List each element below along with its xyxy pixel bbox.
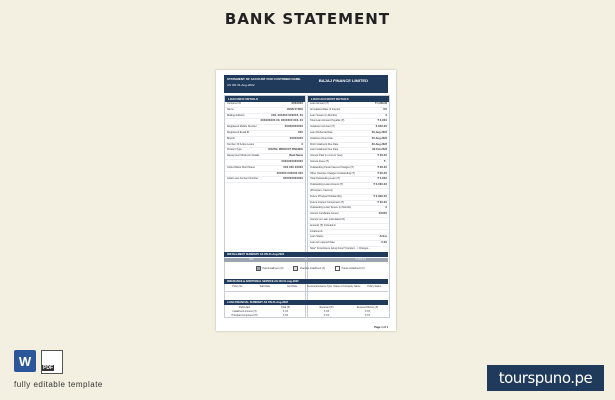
legend-label: Future Installment (X)	[341, 267, 365, 270]
row-value: ₹ XX.XX	[377, 171, 387, 175]
statement-header-date: AS ON 31-Aug-2022	[227, 83, 255, 87]
column-header: Received Before (₹)	[356, 306, 379, 309]
installment-summary-heading: INSTALLMENT SUMMARY AS ON 31-Aug-2022	[224, 252, 388, 257]
row-label: Other Overdue Charges Outstanding (₹)	[310, 171, 355, 175]
column-header: Policy No.	[232, 285, 244, 288]
pdf-label: PDF	[43, 365, 53, 371]
row-value: XX-Aug-2022	[371, 136, 387, 140]
row-value: XXXXXXX	[291, 102, 303, 105]
row-value: XX-Feb-2023	[371, 148, 387, 152]
row-label: Total Outstanding Loan (₹)	[310, 177, 340, 181]
row-value: ₹ X,XXX.XX	[373, 183, 387, 187]
row-value: XXXXXXXXXXXXX	[281, 159, 303, 163]
statement-header-band	[224, 75, 388, 93]
row-label: Number Of Active Loans	[227, 142, 255, 146]
row-label: First Instalment Due Date	[310, 142, 339, 146]
row-label: Annualised Rate of Interest	[310, 107, 341, 111]
row-value: XX-Aug-2022	[371, 142, 387, 146]
legend-item-paid	[256, 266, 283, 271]
row-value: X%	[383, 107, 387, 111]
row-label: Loan Disbursal Date	[310, 130, 333, 134]
installment-legend	[256, 266, 365, 271]
row-value: XXX	[297, 130, 303, 134]
row-value: X.XX	[381, 241, 387, 245]
row-label: Loan Amount (₹)	[310, 102, 329, 105]
row-value: ₹ 1,000.00	[374, 102, 387, 105]
row-label: instalments	[310, 229, 323, 233]
row-value: ₹ X,XXX.XX	[373, 194, 387, 198]
row-label: Loan Status	[310, 235, 324, 239]
row-label: Outstanding Penal Interest Charges (₹)	[310, 165, 354, 169]
table-cell: X.XX	[282, 314, 289, 317]
row-value: X,XXX.XX	[375, 125, 387, 129]
row-label: Instalment Amount (₹)	[310, 125, 335, 129]
legend-label: Overdue Installment (X)	[299, 267, 326, 270]
row-value: DIGITAL PRODUCT FINANCE	[268, 148, 303, 152]
row-label: Registered Email ID	[227, 130, 250, 134]
row-value: XXXXXX XXXXXX XXX	[276, 171, 303, 175]
legend-swatch	[256, 266, 261, 271]
table-cell: X.XX	[364, 310, 371, 313]
row-value: XXXXXXXXXXXX	[282, 177, 303, 181]
row-value: ₹ X,XXX	[377, 177, 387, 181]
installment-amount: ₹ XXX.XX	[355, 258, 367, 261]
table-cell: X.XX	[282, 310, 289, 313]
row-label: (Principal + Interest)	[310, 188, 333, 192]
row-label: Initial Loan Account Number	[227, 177, 259, 181]
row-value: X	[385, 206, 387, 210]
row-value: ₹ XX.XX	[377, 154, 387, 158]
statement-header-title: STATEMENT OF ACCOUNT FOR CUSTOMER NAME	[227, 77, 301, 81]
table-row	[224, 314, 388, 318]
legend-label: Paid Installment (X)	[262, 267, 284, 270]
row-label: Last Instalment Due Date	[310, 148, 339, 152]
loan-account-note: Note* Foreclosure being done? Conduct... / Charges...	[310, 246, 371, 250]
installment-count-total: XXX	[248, 258, 254, 261]
row-label: Loan A/c opened Date	[310, 241, 335, 245]
row-value: Bank Name	[289, 154, 303, 158]
page-title: BANK STATEMENT	[224, 10, 391, 28]
brand-badge[interactable]: tourspuno.pe	[487, 365, 604, 391]
legend-swatch	[335, 266, 340, 271]
legend-swatch	[293, 266, 298, 271]
insurance-columns	[224, 285, 388, 289]
row-label: Interest Dues (₹)	[310, 159, 329, 163]
pdf-file-icon	[41, 350, 63, 374]
row-label: Customer ID	[227, 102, 242, 105]
row-value: X	[301, 142, 303, 146]
row-value: JOHN XYZDH	[286, 107, 303, 111]
column-header: Received (₹)	[319, 306, 334, 309]
row-label: Interest Certificate Issued	[310, 212, 339, 216]
loan-info-rows	[225, 102, 305, 183]
column-header: Particulars	[238, 306, 251, 309]
row-value: XXXXXXXX	[289, 136, 303, 140]
loan-info-heading: LOAN INFO DETAILS	[225, 96, 305, 102]
row-label: Interest Paid (in current Year)	[310, 154, 343, 158]
column-header: Policy Status	[367, 285, 382, 288]
row-value: X	[385, 113, 387, 117]
column-header: Service/Insurance Type	[307, 285, 333, 288]
row-value: XXX, XXXXXX XXXXXX, XX	[271, 113, 303, 117]
row-label: Outstanding Loan Amount (₹)	[310, 183, 343, 187]
table-cell: X.XX	[323, 310, 330, 313]
row-label: amount) (₹) Included in	[310, 223, 336, 227]
row-label: Future Interest Component (₹)	[310, 200, 344, 204]
loan-account-heading: LOAN ACCOUNT DETAILS	[308, 96, 389, 102]
legend-item-future	[335, 266, 364, 271]
row-value: XX-Aug-2022	[371, 130, 387, 134]
row-value: XXXXXXXXX XX, XXXXXXX XXX, XX	[260, 119, 303, 123]
row-label: Instalment Due Date	[310, 136, 333, 140]
table-cell: X.XX	[364, 314, 371, 317]
row-value: ₹ XX.XX	[377, 200, 387, 204]
row-label: Mailing Address	[227, 113, 245, 117]
divider	[224, 291, 388, 292]
row-label: Outstanding Loan Tenure (in Months)	[310, 206, 352, 210]
installment-count-paid: X	[305, 258, 307, 261]
page-number: Page 1 of 1	[374, 326, 388, 329]
row-value: ₹ XX.XX	[377, 165, 387, 169]
row-value: XXXXX	[378, 212, 387, 216]
row-value: ₹ X,XXX	[377, 119, 387, 123]
format-icons	[14, 350, 63, 374]
insurance-services-heading: INSURANCE & ADDITIONAL SERVICE AS ON 31-Aug-2022	[224, 279, 388, 284]
table-row	[225, 177, 305, 183]
table-cell: Installment Amount (₹)	[232, 310, 257, 313]
row-label: Interest on Loan (calculated till)	[310, 217, 345, 221]
loan-account-note-row	[308, 247, 389, 252]
row-label: Registered Mobile Number	[227, 125, 257, 129]
row-label: Collect Bank Short Name	[227, 165, 256, 169]
row-label: Future Principal Outstanding	[310, 194, 342, 198]
legend-item-overdue	[293, 266, 325, 271]
row-value: ₹ -	[383, 159, 387, 163]
row-label: Loan Tenure (in Months)	[310, 113, 338, 117]
bank-statement-document	[216, 70, 396, 331]
column-header: Total (₹)	[281, 306, 290, 309]
column-header: Start Date	[259, 285, 271, 288]
row-label: Branch	[227, 136, 235, 140]
row-label: Total Loan Amount Payable (₹)	[310, 119, 345, 123]
loan-account-rows	[308, 102, 389, 247]
row-label: Name	[227, 107, 234, 111]
column-header: Name of Company Name	[333, 285, 361, 288]
editable-caption: fully editable template	[14, 380, 103, 389]
table-cell: Principal Component (₹)	[231, 314, 258, 317]
bank-name: BAJAJ FINANCE LIMITED	[318, 78, 368, 83]
row-label: Product Type	[227, 148, 242, 152]
row-value: XXX XXX XXXXX	[283, 165, 303, 169]
row-label: Repayment Mode A/c Details	[227, 154, 260, 158]
financial-summary-heading: LOAN FINANCIAL SUMMARY AS ON 31-Aug-2022	[224, 300, 388, 305]
column-header: End Date	[287, 285, 298, 288]
row-value: XXXXXXXXXXX	[284, 125, 303, 129]
row-value: Active	[379, 235, 387, 239]
installment-summary-values	[224, 258, 388, 262]
table-cell: X.XX	[323, 314, 330, 317]
word-file-icon: W	[14, 350, 36, 372]
